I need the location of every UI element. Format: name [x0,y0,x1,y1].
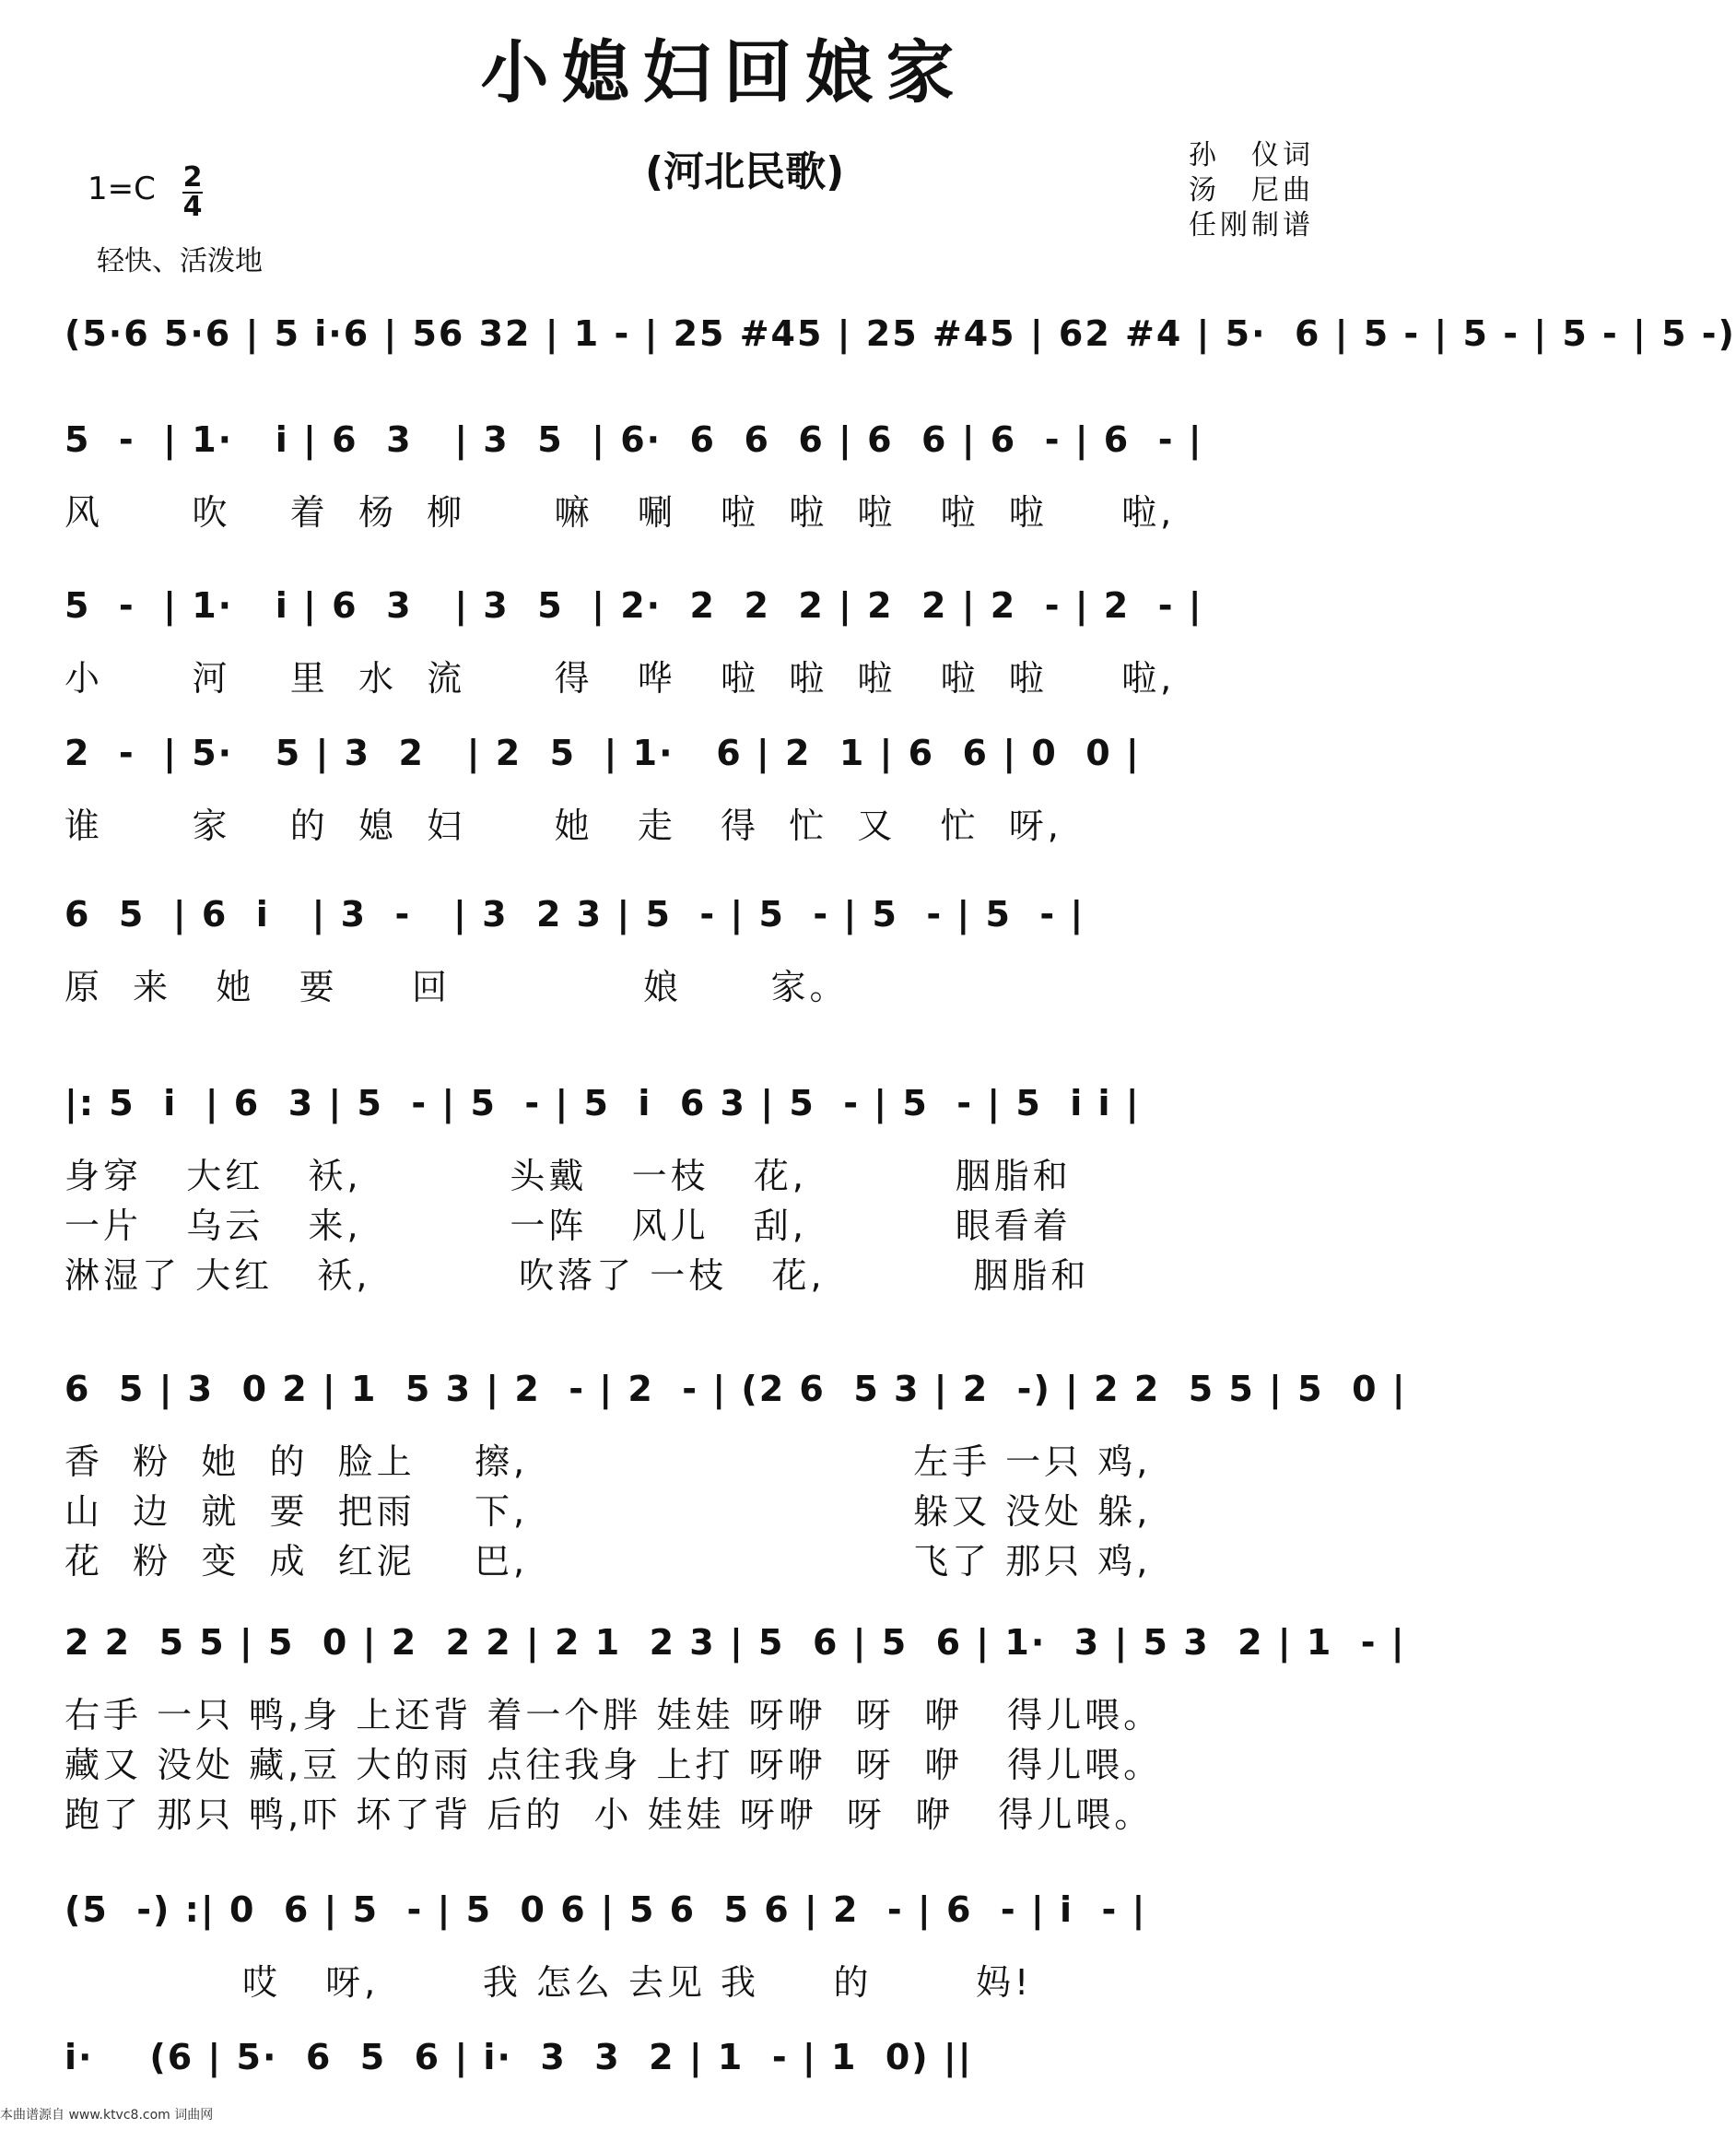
score-system [65,1613,1406,1687]
lyric-line: 香 粉 她 的 脸上 擦, 左手 一只 鸡, [65,1441,1152,1482]
score-system [65,1880,1382,1954]
notation-line: (5·6 5·6 | 5 i·6 | 56 32 | 1 - | 25 #45 | 25 #45 | 62 #4 | 5· 6 | 5 - | 5 - | 5 - | 5 -) [65,313,1736,354]
lyric-line: 藏又 没处 藏,豆 大的雨 点往我身 上打 呀咿 呀 咿 得儿喂。 [65,1745,1163,1785]
credits [1189,138,1314,243]
composer-credit: 汤 尼曲 [1189,174,1314,206]
score-system [65,576,1382,650]
song-title: 小媳妇回娘家 [480,33,968,112]
notation-line: 5 - | 1· i | 6 3 | 3 5 | 6· 6 6 6 | 6 6 | 6 - | 6 - | [65,419,1203,460]
key-signature: 1=C [88,171,156,207]
score-system [65,1074,1382,1147]
score-system [65,723,1382,797]
lyric-line: 谁 家 的 媳 妇 她 走 得 忙 又 忙 呀, [65,806,1062,846]
lyric-line: 哎 呀, 我 怎么 去见 我 的 妈! [65,1962,1033,2003]
source-footer: 本曲谱源自 www.ktvc8.com 词曲网 [0,2108,214,2123]
score-system [65,1359,1407,1433]
score-system [65,2028,1382,2101]
song-subtitle: (河北民歌) [645,148,845,195]
lyric-line: 右手 一只 鸭,身 上还背 着一个胖 娃娃 呀咿 呀 咿 得儿喂。 [65,1695,1163,1735]
notation-line: |: 5 i | 6 3 | 5 - | 5 - | 5 i 6 3 | 5 - | 5 - | 5 i i | [65,1083,1141,1123]
notation-line: 5 - | 1· i | 6 3 | 3 5 | 2· 2 2 2 | 2 2 | 2 - | 2 - | [65,585,1203,626]
lyric-line: 一片 乌云 来, 一阵 风儿 刮, 眼看着 [65,1206,1072,1246]
lyric-line: 原 来 她 要 回 娘 家。 [65,967,849,1007]
time-signature-bottom: 4 [182,191,203,223]
tempo-marking: 轻快、活泼地 [97,245,263,277]
notation-line: 2 - | 5· 5 | 3 2 | 2 5 | 1· 6 | 2 1 | 6 6 | 0 0 | [65,733,1141,773]
transcriber-credit: 任刚制谱 [1189,209,1314,241]
notation-line: i· (6 | 5· 6 5 6 | i· 3 3 2 | 1 - | 1 0) || [65,2037,973,2077]
lyric-line: 淋湿了 大红 袄, 吹落了 一枝 花, 胭脂和 [65,1255,1090,1296]
notation-line: 6 5 | 3 0 2 | 1 5 3 | 2 - | 2 - | (2 6 5 3 | 2 -) | 2 2 5 5 | 5 0 | [65,1369,1407,1409]
lyric-line: 风 吹 着 杨 柳 嘛 唰 啦 啦 啦 啦 啦 啦, [65,492,1176,533]
score-system [65,410,1382,484]
notation-line: 6 5 | 6 i | 3 - | 3 2 3 | 5 - | 5 - | 5 - | 5 - | [65,894,1085,935]
lyricist-credit: 孙 仪词 [1189,139,1314,171]
lyric-line: 山 边 就 要 把雨 下, 躲又 没处 躲, [65,1491,1152,1532]
lyric-line: 身穿 大红 袄, 头戴 一枝 花, 胭脂和 [65,1156,1072,1196]
score-system [65,885,1382,959]
time-signature [182,161,203,223]
lyric-line: 小 河 里 水 流 得 哗 啦 啦 啦 啦 啦 啦, [65,658,1176,699]
notation-line: 2 2 5 5 | 5 0 | 2 2 2 | 2 1 2 3 | 5 6 | 5 6 | 1· 3 | 5 3 2 | 1 - | [65,1622,1406,1663]
lyric-line: 花 粉 变 成 红泥 巴, 飞了 那只 鸡, [65,1541,1152,1582]
notation-line: (5 -) :| 0 6 | 5 - | 5 0 6 | 5 6 5 6 | 2 - | 6 - | i - | [65,1889,1147,1930]
time-signature-top: 2 [182,161,203,194]
lyric-line: 跑了 那只 鸭,吓 坏了背 后的 小 娃娃 呀咿 呀 咿 得儿喂。 [65,1794,1154,1835]
score-system [65,304,1736,378]
